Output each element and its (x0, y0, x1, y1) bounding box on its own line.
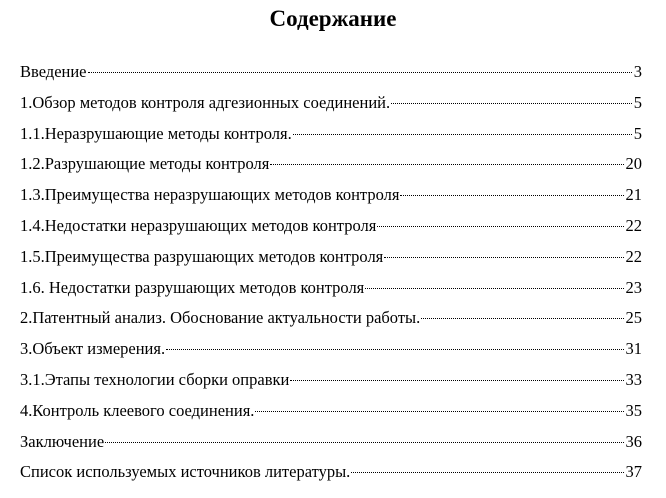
toc-page-number: 5 (633, 123, 642, 143)
toc-entry-1-6 (20, 273, 642, 304)
dot-leader (365, 288, 623, 289)
toc-entry-text: 3.1.Этапы технологии сборки оправки (20, 369, 290, 389)
toc-page-number: 37 (625, 462, 642, 482)
toc-entry-text: 1.3.Преимущества неразрушающих методов контроля (20, 185, 400, 205)
toc-entry-1-4 (20, 211, 642, 242)
dot-leader (166, 349, 623, 350)
table-of-contents (20, 57, 642, 488)
dot-leader (293, 134, 632, 135)
toc-entry-text: 1.4.Недостатки неразрушающих методов контроля (20, 215, 377, 235)
toc-page-number: 33 (625, 369, 642, 389)
toc-entry-3 (20, 334, 642, 365)
dot-leader (88, 72, 632, 73)
toc-page-number: 25 (625, 308, 642, 328)
toc-entry-text: 4.Контроль клеевого соединения. (20, 400, 255, 420)
toc-page-number: 36 (625, 431, 642, 451)
toc-entry-text: Заключение (20, 431, 105, 451)
dot-leader (377, 226, 623, 227)
dot-leader (421, 318, 623, 319)
toc-entry-conclusion (20, 427, 642, 458)
toc-page-number: 22 (625, 215, 642, 235)
toc-entry-text: 1.1.Неразрушающие методы контроля. (20, 123, 292, 143)
toc-title: Содержание (269, 6, 397, 31)
toc-entry-1-3 (20, 180, 642, 211)
dot-leader (351, 472, 623, 473)
toc-entry-2 (20, 303, 642, 334)
toc-entry-text: 2.Патентный анализ. Обоснование актуальности работы. (20, 308, 421, 328)
toc-entry-text: 1.Обзор методов контроля адгезионных соединений. (20, 92, 391, 112)
dot-leader (400, 195, 623, 196)
toc-page-number: 21 (625, 185, 642, 205)
toc-entry-text: 1.2.Разрушающие методы контроля (20, 154, 270, 174)
toc-page-number: 22 (625, 246, 642, 266)
toc-entry-text: Список используемых источников литературы. (20, 462, 351, 482)
toc-entry-text: 1.6. Недостатки разрушающих методов контроля (20, 277, 365, 297)
toc-entry-1-5 (20, 242, 642, 273)
dot-leader (391, 103, 632, 104)
dot-leader (105, 442, 623, 443)
toc-entry-text: 3.Объект измерения. (20, 339, 166, 359)
toc-entry-introduction (20, 57, 642, 88)
toc-entry-text: Введение (20, 62, 87, 81)
toc-entry-1 (20, 88, 642, 119)
toc-entry-1-1 (20, 119, 642, 150)
dot-leader (270, 164, 623, 165)
toc-entry-4 (20, 396, 642, 427)
toc-page-number: 5 (633, 92, 642, 112)
toc-page-number: 23 (625, 277, 642, 297)
toc-entry-text: 1.5.Преимущества разрушающих методов контроля (20, 246, 384, 266)
dot-leader (255, 411, 623, 412)
dot-leader (384, 257, 623, 258)
toc-page-number: 31 (625, 339, 642, 359)
toc-entry-1-2 (20, 149, 642, 180)
toc-entry-references (20, 457, 642, 488)
toc-entry-3-1 (20, 365, 642, 396)
toc-page-number: 20 (625, 154, 642, 174)
toc-page-number: 3 (633, 62, 642, 81)
toc-page-number: 35 (625, 400, 642, 420)
dot-leader (290, 380, 623, 381)
